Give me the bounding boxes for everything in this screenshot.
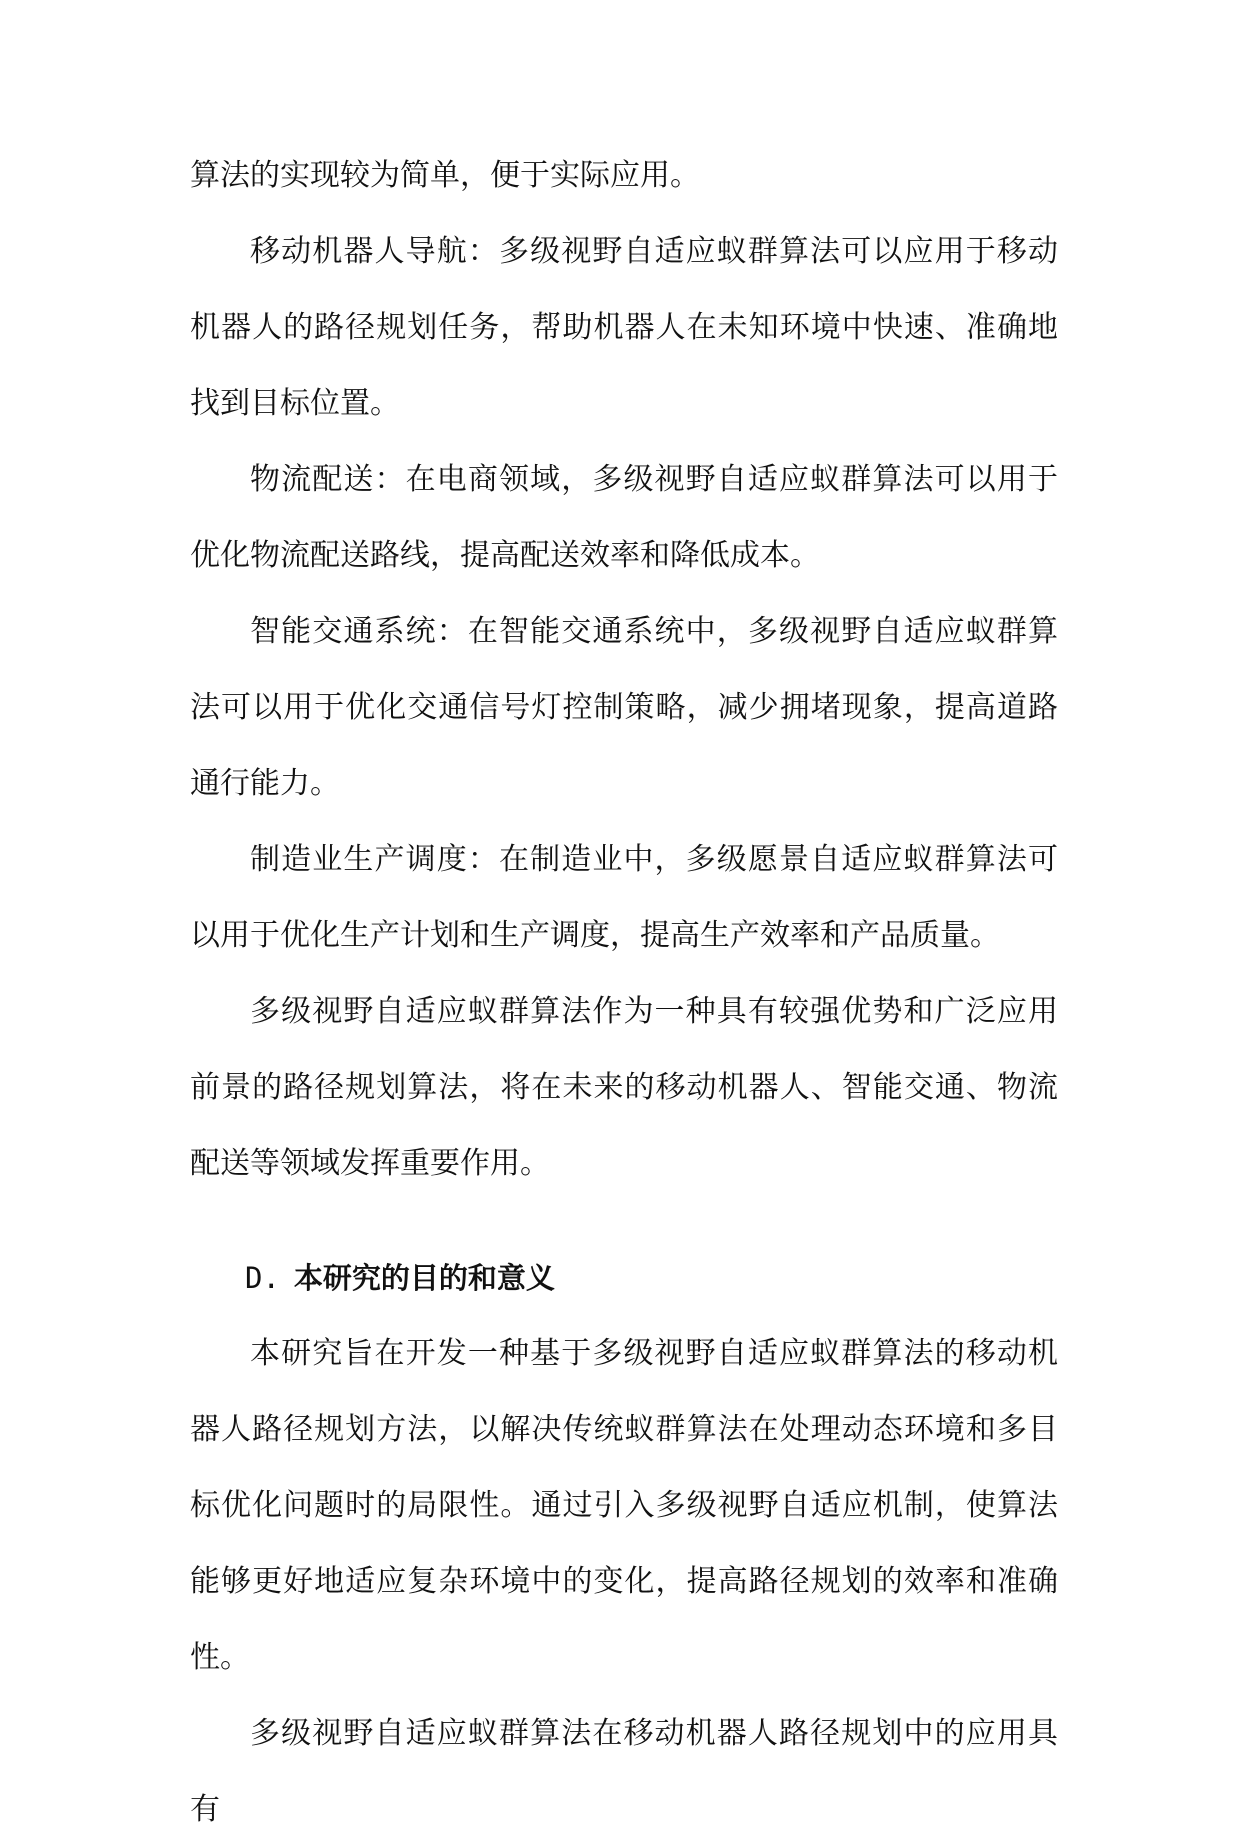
paragraph-manufacturing: 制造业生产调度：在制造业中，多级愿景自适应蚁群算法可以用于优化生产计划和生产调度，提高生产效率和产品质量。 — [190, 842, 1058, 953]
paragraph-continuation: 算法的实现较为简单，便于实际应用。 — [190, 158, 700, 193]
paragraph-summary: 多级视野自适应蚁群算法作为一种具有较强优势和广泛应用前景的路径规划算法，将在未来的移动机器人、智能交通、物流配送等领域发挥重要作用。 — [190, 994, 1058, 1181]
paragraph-logistics: 物流配送：在电商领域，多级视野自适应蚁群算法可以用于优化物流配送路线，提高配送效率和降低成本。 — [190, 462, 1058, 573]
paragraph-research-purpose: 本研究旨在开发一种基于多级视野自适应蚁群算法的移动机器人路径规划方法，以解决传统蚁群算法在处理动态环境和多目标优化问题时的局限性。通过引入多级视野自适应机制，使算法能够更好地适应复杂环境中的变化，提高路径规划的效率和准确性。 — [190, 1336, 1058, 1675]
paragraph-application-significance: 多级视野自适应蚁群算法在移动机器人路径规划中的应用具有 — [190, 1716, 1058, 1827]
paragraph-intelligent-traffic: 智能交通系统：在智能交通系统中，多级视野自适应蚁群算法可以用于优化交通信号灯控制策略，减少拥堵现象，提高道路通行能力。 — [190, 614, 1058, 801]
paragraph-mobile-robot-navigation: 移动机器人导航：多级视野自适应蚁群算法可以应用于移动机器人的路径规划任务，帮助机器人在未知环境中快速、准确地找到目标位置。 — [190, 234, 1058, 421]
section-label: D. — [245, 1261, 280, 1295]
section-heading — [190, 1240, 1058, 1316]
section-title: 本研究的目的和意义 — [293, 1261, 555, 1295]
document-body — [190, 138, 1058, 1848]
